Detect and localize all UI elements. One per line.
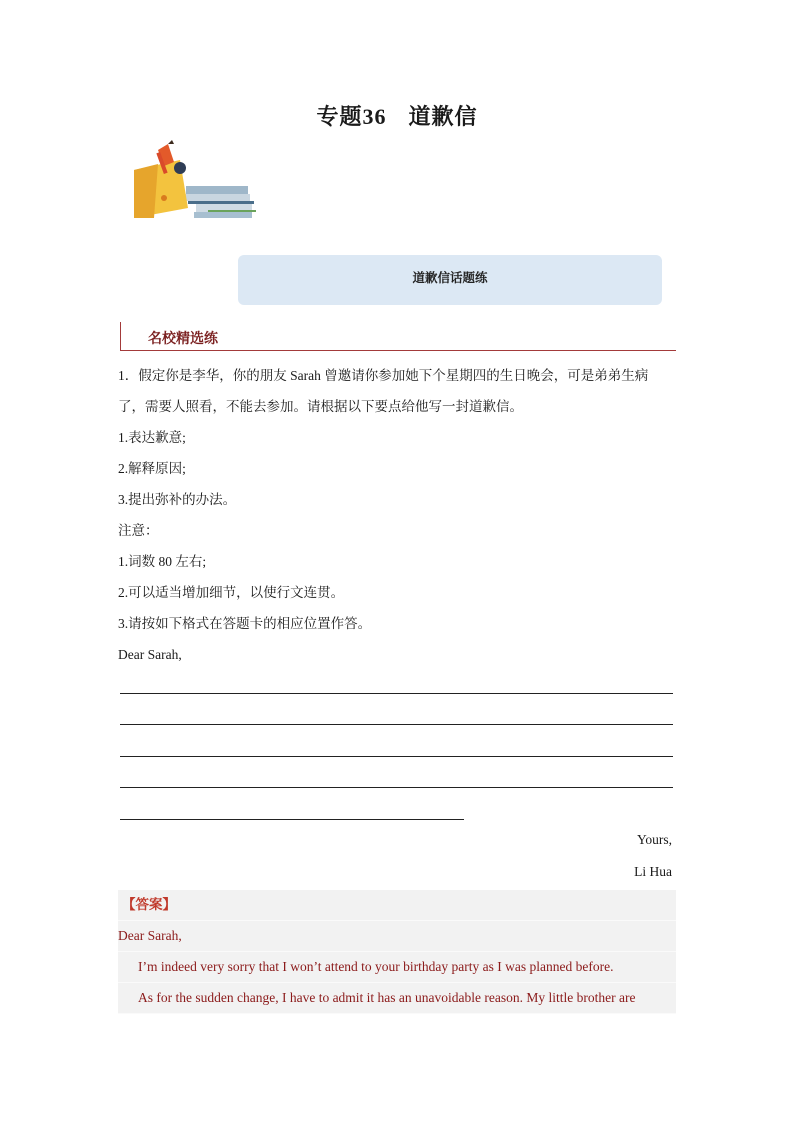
answer-blank-line bbox=[120, 693, 673, 694]
page-title bbox=[0, 100, 794, 131]
answer-tag: 【答案】 bbox=[122, 897, 176, 913]
question-line: 1．假定你是李华，你的朋友 Sarah 曾邀请你参加她下个星期四的生日晚会，可是弟弟生病 bbox=[118, 368, 649, 383]
question-line: 2.可以适当增加细节，以使行文连贯。 bbox=[118, 585, 345, 600]
section-header bbox=[120, 322, 676, 351]
topic-banner bbox=[238, 255, 662, 305]
answer-blank-line bbox=[120, 787, 673, 788]
question-body bbox=[118, 360, 678, 670]
section-accent-bar bbox=[120, 322, 121, 350]
question-line: 1.词数 80 左右; bbox=[118, 554, 207, 569]
answer-blank-line bbox=[120, 724, 673, 725]
question-line: 3.提出弥补的办法。 bbox=[118, 492, 237, 507]
banner-label: 道歉信话题练 bbox=[412, 270, 488, 285]
question-line: 3.请按如下格式在答题卡的相应位置作答。 bbox=[118, 616, 372, 631]
letter-greeting: Dear Sarah, bbox=[118, 647, 182, 662]
answer-blank-line bbox=[120, 819, 464, 820]
question-line: 了，需要人照看，不能去参加。请根据以下要点给他写一封道歉信。 bbox=[118, 399, 523, 414]
answer-paragraph: I’m indeed very sorry that I won’t attend to your birthday party as I was planned before. bbox=[138, 959, 614, 974]
question-line: 注意： bbox=[118, 523, 159, 538]
topic-number: 专题36 bbox=[316, 104, 387, 129]
topic-title: 道歉信 bbox=[408, 104, 478, 129]
question-line: 2.解释原因; bbox=[118, 461, 186, 476]
answer-block bbox=[118, 890, 676, 1014]
section-label: 名校精选练 bbox=[148, 331, 218, 347]
closing-name: Li Hua bbox=[634, 864, 672, 879]
question-line: 1.表达歉意; bbox=[118, 430, 186, 445]
answer-paragraph: As for the sudden change, I have to admit it has an unavoidable reason. My little brother are bbox=[138, 990, 636, 1005]
pencil-books-illustration bbox=[128, 138, 256, 222]
answer-greeting: Dear Sarah, bbox=[118, 928, 182, 943]
closing-yours: Yours, bbox=[636, 832, 672, 847]
answer-blank-line bbox=[120, 756, 673, 757]
